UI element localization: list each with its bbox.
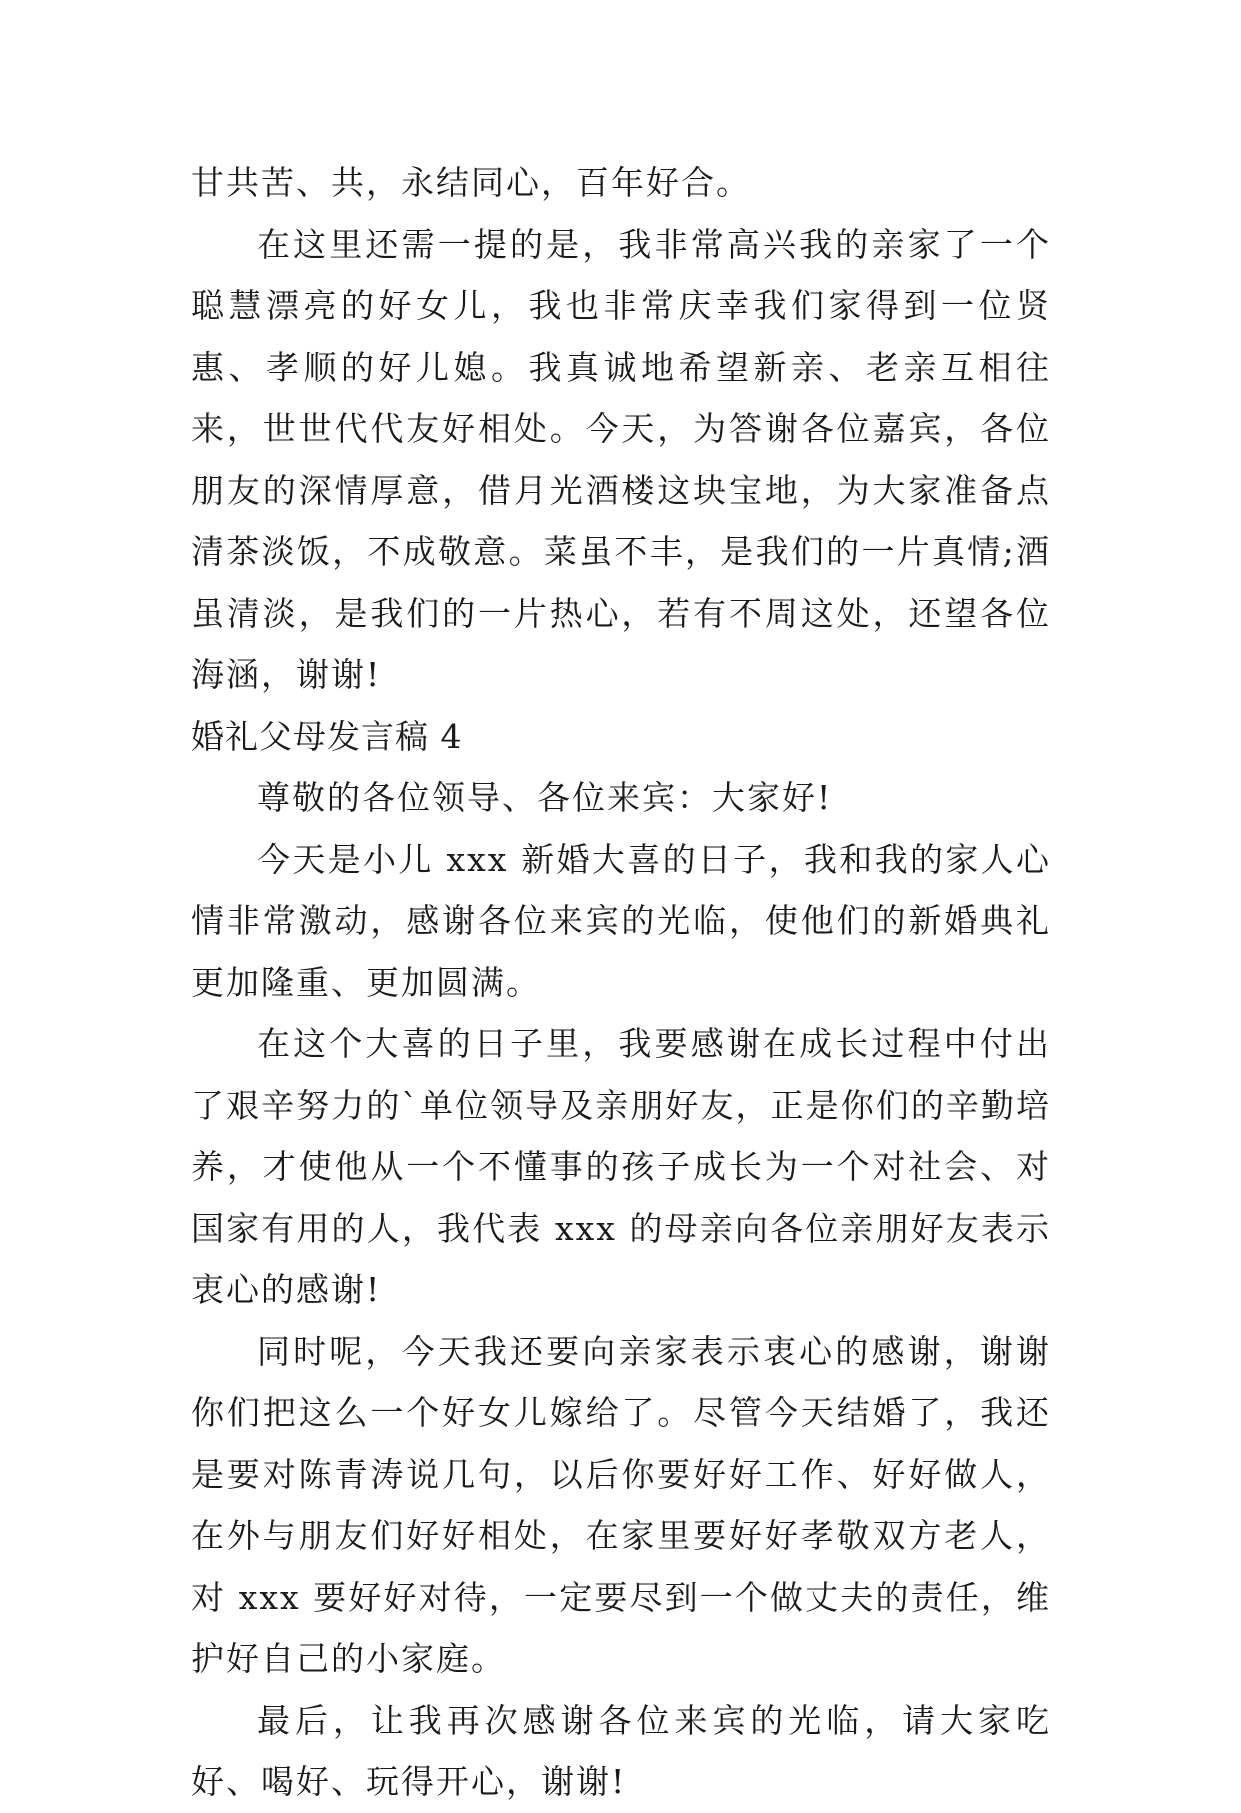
greeting-paragraph: 尊敬的各位领导、各位来宾：大家好! bbox=[257, 778, 833, 817]
body-paragraph: 最后，让我再次感谢各位来宾的光临，请大家吃好、喝好、玩得开心，谢谢! bbox=[191, 1700, 1051, 1801]
body-paragraph: 在这个大喜的日子里，我要感谢在成长过程中付出了艰辛努力的`单位领导及亲朋好友，正是你们的辛勤培养，才使他从一个不懂事的孩子成长为一个对社会、对国家有用的人，我代表 xxx 的母亲向各位亲朋好友表示衷心的感谢! bbox=[191, 1024, 1051, 1309]
document-body bbox=[191, 152, 1051, 1813]
section-title: 婚礼父母发言稿 4 bbox=[191, 716, 463, 756]
body-paragraph: 同时呢，今天我还要向亲家表示衷心的感谢，谢谢你们把这么一个好女儿嫁给了。尽管今天结婚了，我还是要对陈青涛说几句，以后你要好好工作、好好做人，在外与朋友们好好相处，在家里要好好孝敬双方老人，对 xxx 要好好对待，一定要尽到一个做丈夫的责任，维护好自己的小家庭。 bbox=[191, 1331, 1051, 1678]
body-paragraph: 今天是小儿 xxx 新婚大喜的日子，我和我的家人心情非常激动，感谢各位来宾的光临，使他们的新婚典礼更加隆重、更加圆满。 bbox=[191, 839, 1051, 1002]
continuation-paragraph: 甘共苦、共，永结同心，百年好合。 bbox=[191, 163, 751, 202]
closing-paragraph: 在这里还需一提的是，我非常高兴我的亲家了一个聪慧漂亮的好女儿，我也非常庆幸我们家得到一位贤惠、孝顺的好儿媳。我真诚地希望新亲、老亲互相往来，世世代代友好相处。今天，为答谢各位嘉宾，各位朋友的深情厚意，借月光酒楼这块宝地，为大家准备点清茶淡饭，不成敬意。菜虽不丰，是我们的一片真情;酒虽清淡，是我们的一片热心，若有不周这处，还望各位海涵，谢谢! bbox=[191, 224, 1051, 694]
